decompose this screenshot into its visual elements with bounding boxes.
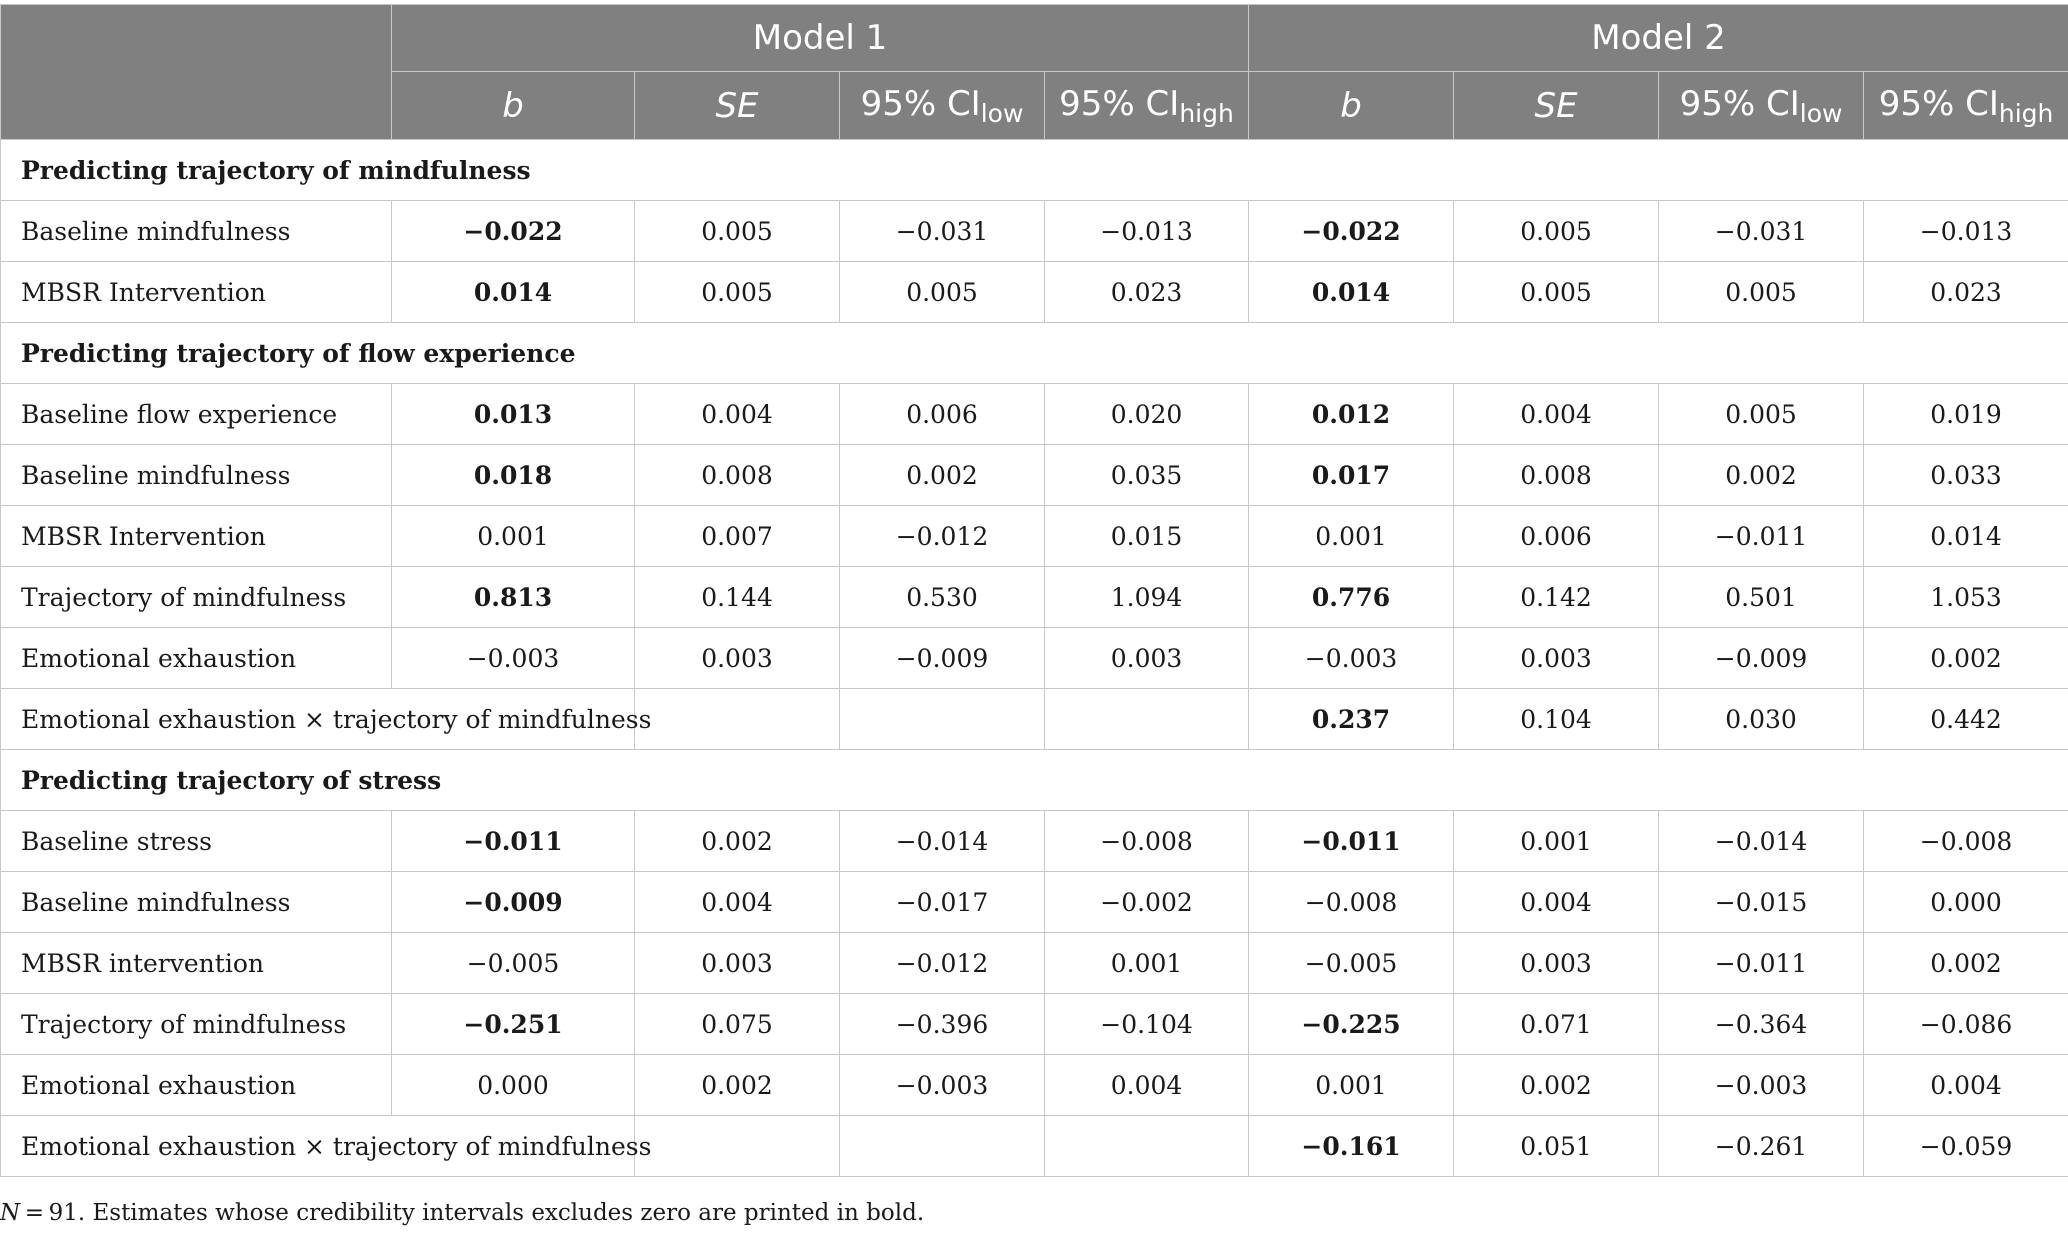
m1-se-cell: 0.005 xyxy=(635,262,840,323)
m1-ci-low-cell: −0.009 xyxy=(840,628,1045,689)
m2-ci-high-cell: 0.004 xyxy=(1864,1055,2068,1116)
m2-b-cell: 0.001 xyxy=(1249,506,1454,567)
row-label: Baseline mindfulness xyxy=(1,872,392,933)
m1-ci-high-cell: 1.094 xyxy=(1045,567,1249,628)
m2-se-cell: 0.004 xyxy=(1454,872,1659,933)
m2-se-cell: 0.142 xyxy=(1454,567,1659,628)
m2-ci-high-cell: −0.059 xyxy=(1864,1116,2068,1177)
empty-corner-cell xyxy=(1,5,392,140)
m1-b-cell: −0.011 xyxy=(392,811,635,872)
m1-se-cell: 0.004 xyxy=(635,872,840,933)
m2-b-cell: −0.005 xyxy=(1249,933,1454,994)
m1-ci-low-cell: 0.006 xyxy=(840,384,1045,445)
m2-ci-high-cell: 0.002 xyxy=(1864,933,2068,994)
m1-ci-low-cell: −0.014 xyxy=(840,811,1045,872)
table-row xyxy=(1,567,2068,628)
m2-ci-low-cell: −0.011 xyxy=(1659,933,1864,994)
results-table xyxy=(0,4,2068,1177)
table-header xyxy=(1,5,2068,140)
m2-ci-low-cell: −0.015 xyxy=(1659,872,1864,933)
m1-se-cell xyxy=(635,1116,840,1177)
m1-b-cell: −0.009 xyxy=(392,872,635,933)
m2-ci-low-cell: −0.261 xyxy=(1659,1116,1864,1177)
m1-ci-high-cell: 0.001 xyxy=(1045,933,1249,994)
m2-se-cell: 0.008 xyxy=(1454,445,1659,506)
m2-se-header: SE xyxy=(1454,72,1659,140)
row-label: Emotional exhaustion × trajectory of mindfulness xyxy=(1,689,635,750)
results-table-container xyxy=(0,4,2068,1177)
m2-ci-high-cell: 0.023 xyxy=(1864,262,2068,323)
row-label: Emotional exhaustion × trajectory of mindfulness xyxy=(1,1116,635,1177)
m1-b-cell: −0.005 xyxy=(392,933,635,994)
m2-b-cell: 0.001 xyxy=(1249,1055,1454,1116)
m1-ci-high-cell: −0.008 xyxy=(1045,811,1249,872)
m1-ci-low-cell xyxy=(840,1116,1045,1177)
m2-b-cell: 0.776 xyxy=(1249,567,1454,628)
m2-ci-high-cell: −0.086 xyxy=(1864,994,2068,1055)
m2-ci-low-cell: −0.011 xyxy=(1659,506,1864,567)
m2-se-cell: 0.006 xyxy=(1454,506,1659,567)
m1-b-cell: 0.001 xyxy=(392,506,635,567)
m2-ci-low-cell: 0.005 xyxy=(1659,384,1864,445)
row-label: Baseline mindfulness xyxy=(1,445,392,506)
m1-se-cell: 0.008 xyxy=(635,445,840,506)
m1-se-cell: 0.003 xyxy=(635,628,840,689)
m2-se-cell: 0.005 xyxy=(1454,201,1659,262)
row-label: Trajectory of mindfulness xyxy=(1,567,392,628)
m2-se-cell: 0.001 xyxy=(1454,811,1659,872)
m2-ci-low-cell: −0.031 xyxy=(1659,201,1864,262)
m2-ci-high-cell: 0.000 xyxy=(1864,872,2068,933)
m2-ci-low-cell: −0.364 xyxy=(1659,994,1864,1055)
table-row xyxy=(1,445,2068,506)
m2-se-cell: 0.003 xyxy=(1454,628,1659,689)
m2-ci-high-cell: −0.013 xyxy=(1864,201,2068,262)
table-row xyxy=(1,628,2068,689)
footnote-n-label: N xyxy=(0,1200,21,1226)
m1-ci-high-cell: 0.015 xyxy=(1045,506,1249,567)
m1-se-header: SE xyxy=(635,72,840,140)
m1-se-cell: 0.005 xyxy=(635,201,840,262)
table-row xyxy=(1,384,2068,445)
section-title: Predicting trajectory of flow experience xyxy=(1,323,2068,384)
m2-ci-high-cell: 0.033 xyxy=(1864,445,2068,506)
table-row xyxy=(1,1055,2068,1116)
m2-se-cell: 0.002 xyxy=(1454,1055,1659,1116)
m2-ci-low-cell: 0.030 xyxy=(1659,689,1864,750)
m2-b-cell: 0.012 xyxy=(1249,384,1454,445)
section-header-row xyxy=(1,750,2068,811)
model1-header: Model 1 xyxy=(392,5,1249,72)
m1-ci-high-cell: 0.035 xyxy=(1045,445,1249,506)
table-row xyxy=(1,811,2068,872)
m2-b-cell: −0.011 xyxy=(1249,811,1454,872)
table-row xyxy=(1,1116,2068,1177)
m1-b-header: b xyxy=(392,72,635,140)
m2-se-cell: 0.004 xyxy=(1454,384,1659,445)
section-title: Predicting trajectory of stress xyxy=(1,750,2068,811)
m1-ci-high-cell: −0.002 xyxy=(1045,872,1249,933)
m1-b-cell: 0.013 xyxy=(392,384,635,445)
m1-ci-low-cell: 0.005 xyxy=(840,262,1045,323)
m1-ci-low-cell: −0.003 xyxy=(840,1055,1045,1116)
m1-b-cell: 0.000 xyxy=(392,1055,635,1116)
row-label: Trajectory of mindfulness xyxy=(1,994,392,1055)
m2-ci-low-cell: 0.501 xyxy=(1659,567,1864,628)
table-row xyxy=(1,201,2068,262)
section-title: Predicting trajectory of mindfulness xyxy=(1,140,2068,201)
row-label: Emotional exhaustion xyxy=(1,628,392,689)
m1-se-cell: 0.002 xyxy=(635,1055,840,1116)
m2-ci-low-cell: 0.005 xyxy=(1659,262,1864,323)
m2-b-cell: −0.225 xyxy=(1249,994,1454,1055)
m2-b-cell: −0.003 xyxy=(1249,628,1454,689)
m2-ci-low-cell: −0.009 xyxy=(1659,628,1864,689)
table-row xyxy=(1,872,2068,933)
m2-ci-low-header: 95% $CI_{low}$ xyxy=(1659,72,1864,140)
m2-ci-high-header: 95% $CI_{high}$ xyxy=(1864,72,2068,140)
m1-ci-low-cell: −0.017 xyxy=(840,872,1045,933)
m1-ci-low-cell: 0.002 xyxy=(840,445,1045,506)
m1-ci-low-cell: −0.012 xyxy=(840,933,1045,994)
m1-se-cell: 0.003 xyxy=(635,933,840,994)
table-row xyxy=(1,506,2068,567)
m1-ci-high-cell xyxy=(1045,1116,1249,1177)
m1-se-cell: 0.144 xyxy=(635,567,840,628)
m2-se-cell: 0.003 xyxy=(1454,933,1659,994)
m1-se-cell: 0.075 xyxy=(635,994,840,1055)
m1-se-cell: 0.004 xyxy=(635,384,840,445)
row-label: Baseline stress xyxy=(1,811,392,872)
m2-ci-low-cell: −0.003 xyxy=(1659,1055,1864,1116)
m1-se-cell: 0.002 xyxy=(635,811,840,872)
table-row xyxy=(1,933,2068,994)
m1-ci-high-cell: −0.104 xyxy=(1045,994,1249,1055)
m2-b-cell: 0.014 xyxy=(1249,262,1454,323)
m1-b-cell: 0.018 xyxy=(392,445,635,506)
m1-ci-high-cell: 0.004 xyxy=(1045,1055,1249,1116)
m1-ci-high-cell: 0.020 xyxy=(1045,384,1249,445)
table-footnote xyxy=(0,1200,924,1226)
model-header-row xyxy=(1,5,2068,72)
table-row xyxy=(1,689,2068,750)
m2-b-cell: 0.017 xyxy=(1249,445,1454,506)
m1-ci-high-cell: 0.023 xyxy=(1045,262,1249,323)
section-header-row xyxy=(1,323,2068,384)
m2-b-header: b xyxy=(1249,72,1454,140)
m2-se-cell: 0.071 xyxy=(1454,994,1659,1055)
m1-se-cell xyxy=(635,689,840,750)
m1-ci-low-header: 95% $CI_{low}$ xyxy=(840,72,1045,140)
m2-b-cell: −0.008 xyxy=(1249,872,1454,933)
row-label: Emotional exhaustion xyxy=(1,1055,392,1116)
m1-ci-low-cell: 0.530 xyxy=(840,567,1045,628)
m1-b-cell: −0.251 xyxy=(392,994,635,1055)
row-label: MBSR Intervention xyxy=(1,262,392,323)
m2-b-cell: −0.161 xyxy=(1249,1116,1454,1177)
m1-ci-low-cell xyxy=(840,689,1045,750)
m2-se-cell: 0.005 xyxy=(1454,262,1659,323)
row-label: Baseline mindfulness xyxy=(1,201,392,262)
m2-ci-low-cell: 0.002 xyxy=(1659,445,1864,506)
m1-ci-low-cell: −0.031 xyxy=(840,201,1045,262)
m1-b-cell: −0.003 xyxy=(392,628,635,689)
m1-ci-low-cell: −0.012 xyxy=(840,506,1045,567)
m1-ci-high-cell: −0.013 xyxy=(1045,201,1249,262)
section-header-row xyxy=(1,140,2068,201)
table-body xyxy=(1,140,2068,1177)
row-label: Baseline flow experience xyxy=(1,384,392,445)
m2-se-cell: 0.104 xyxy=(1454,689,1659,750)
m2-ci-high-cell: 0.442 xyxy=(1864,689,2068,750)
m1-b-cell: 0.014 xyxy=(392,262,635,323)
m2-b-cell: −0.022 xyxy=(1249,201,1454,262)
footnote-text: = 91. Estimates whose credibility intervals excludes zero are printed in bold. xyxy=(20,1200,925,1226)
m2-ci-high-cell: 0.019 xyxy=(1864,384,2068,445)
m2-ci-high-cell: 0.002 xyxy=(1864,628,2068,689)
m1-ci-high-header: 95% $CI_{high}$ xyxy=(1045,72,1249,140)
m2-ci-high-cell: −0.008 xyxy=(1864,811,2068,872)
row-label: MBSR intervention xyxy=(1,933,392,994)
m1-ci-low-cell: −0.396 xyxy=(840,994,1045,1055)
m2-ci-high-cell: 1.053 xyxy=(1864,567,2068,628)
m1-b-cell: 0.813 xyxy=(392,567,635,628)
m2-ci-high-cell: 0.014 xyxy=(1864,506,2068,567)
row-label: MBSR Intervention xyxy=(1,506,392,567)
m1-ci-high-cell xyxy=(1045,689,1249,750)
m1-ci-high-cell: 0.003 xyxy=(1045,628,1249,689)
table-row xyxy=(1,994,2068,1055)
m2-se-cell: 0.051 xyxy=(1454,1116,1659,1177)
m2-ci-low-cell: −0.014 xyxy=(1659,811,1864,872)
model2-header: Model 2 xyxy=(1249,5,2068,72)
table-row xyxy=(1,262,2068,323)
m1-b-cell: −0.022 xyxy=(392,201,635,262)
m2-b-cell: 0.237 xyxy=(1249,689,1454,750)
m1-se-cell: 0.007 xyxy=(635,506,840,567)
